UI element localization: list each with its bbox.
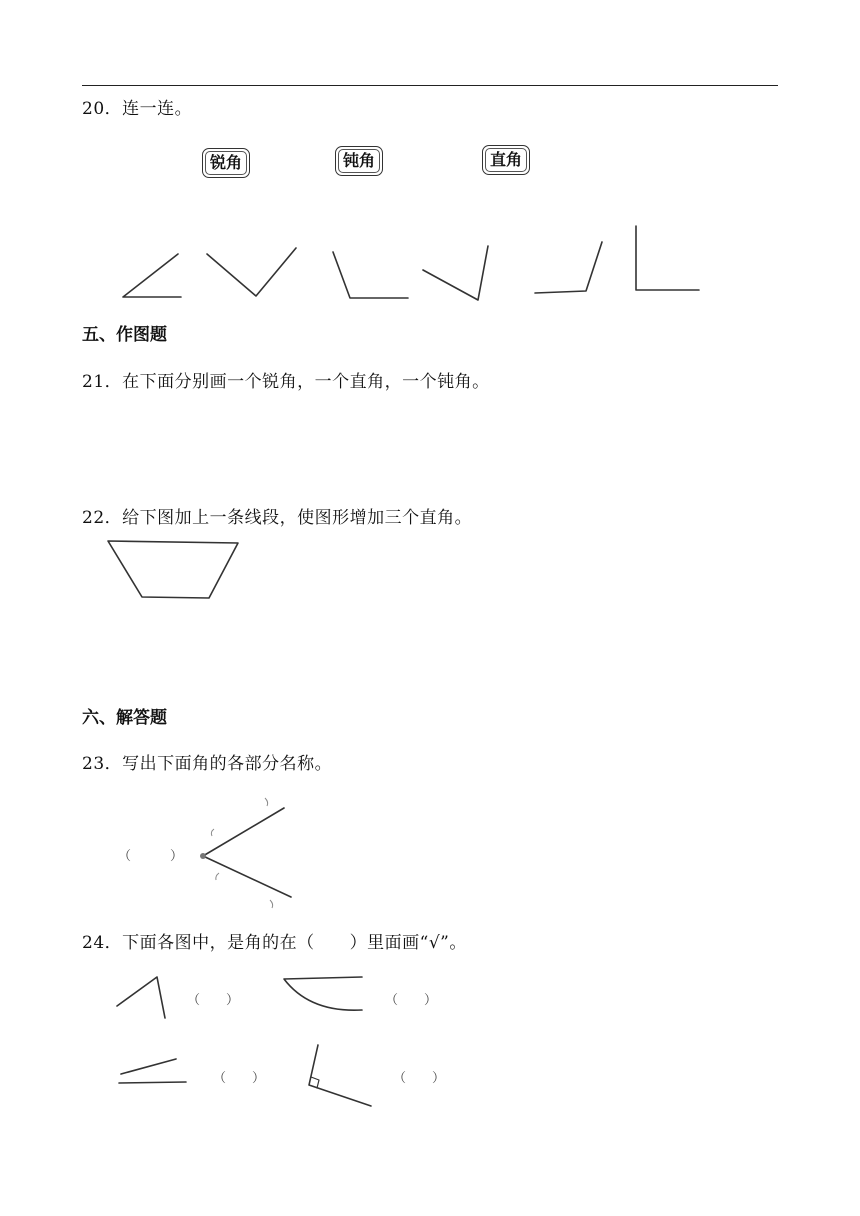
q23-side-upper: [203, 808, 284, 856]
q20-angle-4[interactable]: [423, 246, 488, 300]
q23-vertex-blank[interactable]: （ ）: [118, 849, 184, 864]
q20-angle-1[interactable]: [123, 254, 181, 297]
q24-blank-4[interactable]: （ ）: [393, 1071, 446, 1086]
q24-figure-1[interactable]: [117, 977, 165, 1018]
q24-figure-4[interactable]: [309, 1045, 371, 1106]
question-24-title: 24．下面各图中，是角的在（ ）里面画“√”。: [82, 933, 467, 953]
question-22-title: 22．给下图加上一条线段，使图形增加三个直角。: [82, 508, 473, 528]
question-23-title: 23．写出下面角的各部分名称。: [82, 754, 333, 774]
q23-vertex-dot: [200, 853, 206, 859]
tag-right-angle[interactable]: 直角: [482, 145, 530, 175]
tag-obtuse-angle[interactable]: 钝角: [335, 146, 383, 176]
question-20-title: 20．连一连。: [82, 99, 193, 119]
q20-angle-2[interactable]: [207, 248, 296, 296]
q24-blank-3[interactable]: （ ）: [213, 1071, 266, 1086]
q24-figure-3-line-a[interactable]: [121, 1059, 176, 1074]
q23-small-marks: [211, 798, 272, 908]
q20-angle-5[interactable]: [535, 242, 602, 293]
q24-figure-2[interactable]: [284, 977, 362, 1010]
section-5-heading: 五、作图题: [82, 325, 167, 345]
q24-blank-2[interactable]: （ ）: [385, 993, 438, 1008]
q20-angle-6[interactable]: [636, 226, 699, 290]
tag-acute-angle[interactable]: 锐角: [202, 148, 250, 178]
q20-angle-3[interactable]: [333, 252, 408, 298]
section-6-heading: 六、解答题: [82, 708, 167, 728]
q24-blank-1[interactable]: （ ）: [187, 993, 240, 1008]
q22-trapezoid[interactable]: [108, 541, 238, 598]
q24-figure-3-line-b[interactable]: [119, 1082, 186, 1083]
question-21-title: 21．在下面分别画一个锐角，一个直角，一个钝角。: [82, 372, 490, 392]
